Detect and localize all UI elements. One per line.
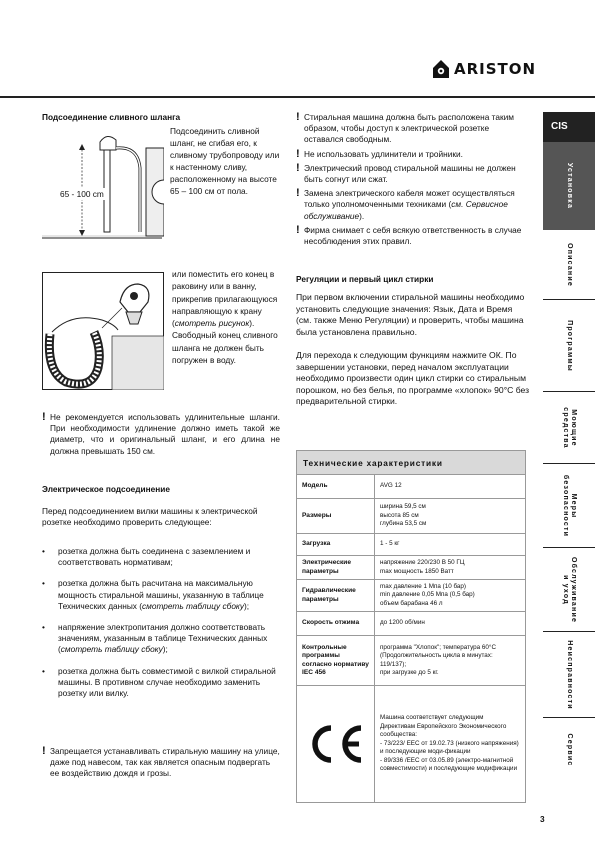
header-rule bbox=[0, 96, 595, 98]
sink-guide-text-a: или поместить его конец в раковину или в ванну, прикрепив прилагающуюся направляющую к крану ( bbox=[172, 269, 278, 329]
sidebar-item-label: Сервис bbox=[566, 733, 573, 767]
safety-warning-text: Электрический провод стиральной машины не должен быть согнут или сжат. bbox=[304, 162, 516, 185]
list-item-tail: ); bbox=[244, 600, 250, 611]
safety-warning-text-a: Замена электрического кабеля может осуществляться только уполномоченными техниками ( bbox=[304, 188, 515, 210]
electric-intro: Перед подсоединением вилки машины к электрической розетке необходимо проверить следующее: bbox=[42, 506, 258, 528]
safety-warning bbox=[296, 149, 530, 160]
spec-value-text: 1 - 5 кг bbox=[380, 540, 400, 548]
spec-value bbox=[375, 534, 525, 555]
list-item-tail: ); bbox=[162, 644, 168, 655]
table-row bbox=[297, 534, 525, 556]
drain-hose-text: Подсоединить сливной шланг, не сгибая его, к сливному трубопроводу или к настенному сливу, расположенному на высоте 65 – 100 см от пола. bbox=[170, 126, 280, 196]
spec-table bbox=[296, 450, 526, 803]
spec-table-title: Технические характеристики bbox=[297, 451, 525, 475]
table-row bbox=[297, 636, 525, 686]
brand-name: ARISTON bbox=[454, 60, 537, 78]
safety-warning bbox=[296, 225, 530, 247]
list-item bbox=[42, 546, 278, 568]
spec-value-text: программа "Хлопок"; температура 60°С (Продолжительность цикла в минутах: 119/137); при загрузке до 5 кг. bbox=[380, 643, 496, 676]
extension-warning-text: Не рекомендуется использовать удлинительные шланги. При необходимости удлинение должно иметь такой же диаметр, что и оригинальный шланг, и его длина не должна превышать 150 см. bbox=[50, 412, 280, 456]
spec-key: Загрузка bbox=[297, 534, 375, 555]
table-row bbox=[297, 499, 525, 534]
sink-guide-illustration bbox=[42, 272, 164, 390]
spec-value-text: до 1200 об/мин bbox=[380, 619, 425, 627]
section-sidebar bbox=[543, 112, 595, 812]
spec-key: Модель bbox=[297, 475, 375, 498]
outdoor-warning bbox=[42, 746, 280, 780]
spec-value bbox=[375, 580, 525, 611]
spec-key: Скорость отжима bbox=[297, 612, 375, 635]
sidebar-item-label: Обслуживание и уход bbox=[562, 556, 577, 623]
drain-hose-title: Подсоединение сливного шланга bbox=[42, 112, 181, 122]
spec-value-text: ширина 59,5 см высота 85 см глубина 53,5 см bbox=[380, 503, 427, 528]
sidebar-item-label: Описание bbox=[566, 242, 573, 287]
electric-title: Электрическое подсоединение bbox=[42, 484, 170, 494]
ce-mark-cell bbox=[297, 686, 375, 802]
first-cycle-text-1: При первом включении стиральной машины необходимо установить следующие значения: Язык, Дата и Время (см. также Меню Регуляции) и проверить, чтобы машина была установлена правильно. bbox=[296, 292, 525, 337]
list-item-ref: смотреть таблицу сбоку bbox=[60, 644, 163, 655]
list-item-ref: смотреть таблицу сбоку bbox=[142, 600, 244, 611]
sink-guide-text-b: ). Свободный конец сливного шланга не должен быть погружен в воду. bbox=[172, 318, 278, 366]
spec-value-text: напряжение 220/230 В 50 ГЦ max мощность 1850 Ватт bbox=[380, 559, 465, 575]
spec-value bbox=[375, 686, 525, 802]
outdoor-warning-text: Запрещается устанавливать стиральную машину на улице, даже под навесом, так как является опасным подвергать ее воздействию дождя и грозы. bbox=[50, 746, 280, 779]
spec-value bbox=[375, 612, 525, 635]
drain-height-illustration bbox=[42, 128, 164, 240]
sidebar-item-description[interactable] bbox=[543, 230, 595, 300]
sink-guide-text-em: смотреть рисунок bbox=[174, 318, 250, 329]
table-row bbox=[297, 612, 525, 636]
warning-icon: ! bbox=[296, 223, 300, 236]
sidebar-item-label: Неисправности bbox=[566, 639, 573, 710]
sink-guide-text bbox=[172, 268, 280, 366]
sidebar-item-label: Моющие средства bbox=[562, 406, 577, 449]
safety-warnings bbox=[296, 112, 530, 247]
warning-icon: ! bbox=[296, 111, 300, 123]
list-item bbox=[42, 578, 278, 612]
brand-logo bbox=[432, 58, 536, 80]
sidebar-item-maintenance[interactable] bbox=[543, 548, 595, 632]
sidebar-item-label: Установка bbox=[566, 162, 573, 209]
spec-value-text: AVG 12 bbox=[380, 482, 402, 490]
ce-mark-icon bbox=[305, 722, 367, 766]
table-row bbox=[297, 475, 525, 499]
sidebar-item-safety[interactable] bbox=[543, 464, 595, 548]
spec-value bbox=[375, 499, 525, 533]
list-item-text: розетка должна быть соединена с заземлением и соответствовать нормативам; bbox=[58, 546, 251, 568]
warning-icon: ! bbox=[296, 161, 300, 174]
table-row bbox=[297, 686, 525, 802]
spec-value bbox=[375, 475, 525, 498]
spec-key: Размеры bbox=[297, 499, 375, 533]
safety-warning bbox=[296, 112, 530, 146]
sidebar-item-installation[interactable] bbox=[543, 142, 595, 230]
first-cycle-text-2: Для перехода к следующим функциям нажмите ОК. По завершении установки, перед началом эксплуатации необходимо произвести один цикл стирки со стиральным порошком, но без белья, по программе «хлопок» 90°С без предварительной стирки. bbox=[296, 350, 530, 407]
ce-directives-text: Машина соответствует следующим Директивам Европейского Экономического сообщества: - 73/223/ EEC от 19.02.73 (низкого напряжения) и последующие моди-фикации - 89/336 /EEC от 03.05.89 (электро-магнитной совместимости) и последующие модификации bbox=[380, 714, 519, 773]
safety-warning bbox=[296, 163, 530, 185]
warning-icon: ! bbox=[42, 411, 46, 423]
table-row bbox=[297, 556, 525, 580]
spec-key: Электрические параметры bbox=[297, 556, 375, 579]
safety-warning-text: Стиральная машина должна быть расположена таким образом, чтобы доступ к электрической розетке оставался свободным. bbox=[304, 112, 514, 145]
sidebar-item-detergents[interactable] bbox=[543, 392, 595, 464]
spec-value-text: max давление 1 Мпа (10 бар) min давление 0,05 Мпа (0,5 бар) объем барабана 46 л bbox=[380, 582, 475, 607]
list-item-text: розетка должна быть совместимой с вилкой стиральной машины. В противном случае необходимо заменить розетку или вилку. bbox=[58, 665, 276, 699]
safety-warning-text bbox=[304, 188, 530, 222]
warning-icon: ! bbox=[296, 147, 300, 160]
sidebar-item-troubleshooting[interactable] bbox=[543, 632, 595, 718]
page-header bbox=[0, 0, 595, 96]
list-item bbox=[42, 666, 278, 700]
spec-key: Гидравлические параметры bbox=[297, 580, 375, 611]
safety-warning-text: Не использовать удлинители и тройники. bbox=[304, 148, 463, 159]
region-tab-cis[interactable]: CIS bbox=[543, 112, 595, 142]
first-cycle-title: Регуляции и первый цикл стирки bbox=[296, 274, 434, 284]
electric-checklist bbox=[42, 546, 278, 709]
sidebar-item-label: Программы bbox=[566, 319, 573, 372]
list-item-text: напряжение электропитания должно соответствовать значениям, указанным в таблице Технических данных ( bbox=[58, 622, 268, 655]
list-item bbox=[42, 622, 278, 656]
spec-key: Контрольные программы согласно нормативу IEC 456 bbox=[297, 636, 375, 685]
sidebar-item-label: Меры безопасности bbox=[562, 474, 577, 537]
sidebar-item-programs[interactable] bbox=[543, 300, 595, 392]
sidebar-item-service[interactable] bbox=[543, 718, 595, 782]
service-ref: см. Сервисное обслуживание bbox=[304, 199, 508, 221]
safety-warning-text-b: ). bbox=[359, 210, 365, 221]
page-number: 3 bbox=[540, 814, 545, 824]
warning-icon: ! bbox=[42, 745, 46, 757]
house-logo-icon bbox=[432, 59, 450, 79]
safety-warning bbox=[296, 188, 530, 222]
spec-value bbox=[375, 636, 525, 685]
drain-height-label: 65 - 100 cm bbox=[60, 189, 104, 199]
spec-value bbox=[375, 556, 525, 579]
safety-warning-text: Фирма снимает с себя всякую ответственность в случае несоблюдения этих правил. bbox=[304, 224, 522, 247]
list-item-text: розетка должна быть расчитана на максимальную мощность стиральной машины, указанную в таблице Технических данных ( bbox=[58, 578, 264, 611]
warning-icon: ! bbox=[296, 187, 300, 200]
extension-warning bbox=[42, 412, 280, 457]
table-row bbox=[297, 580, 525, 612]
